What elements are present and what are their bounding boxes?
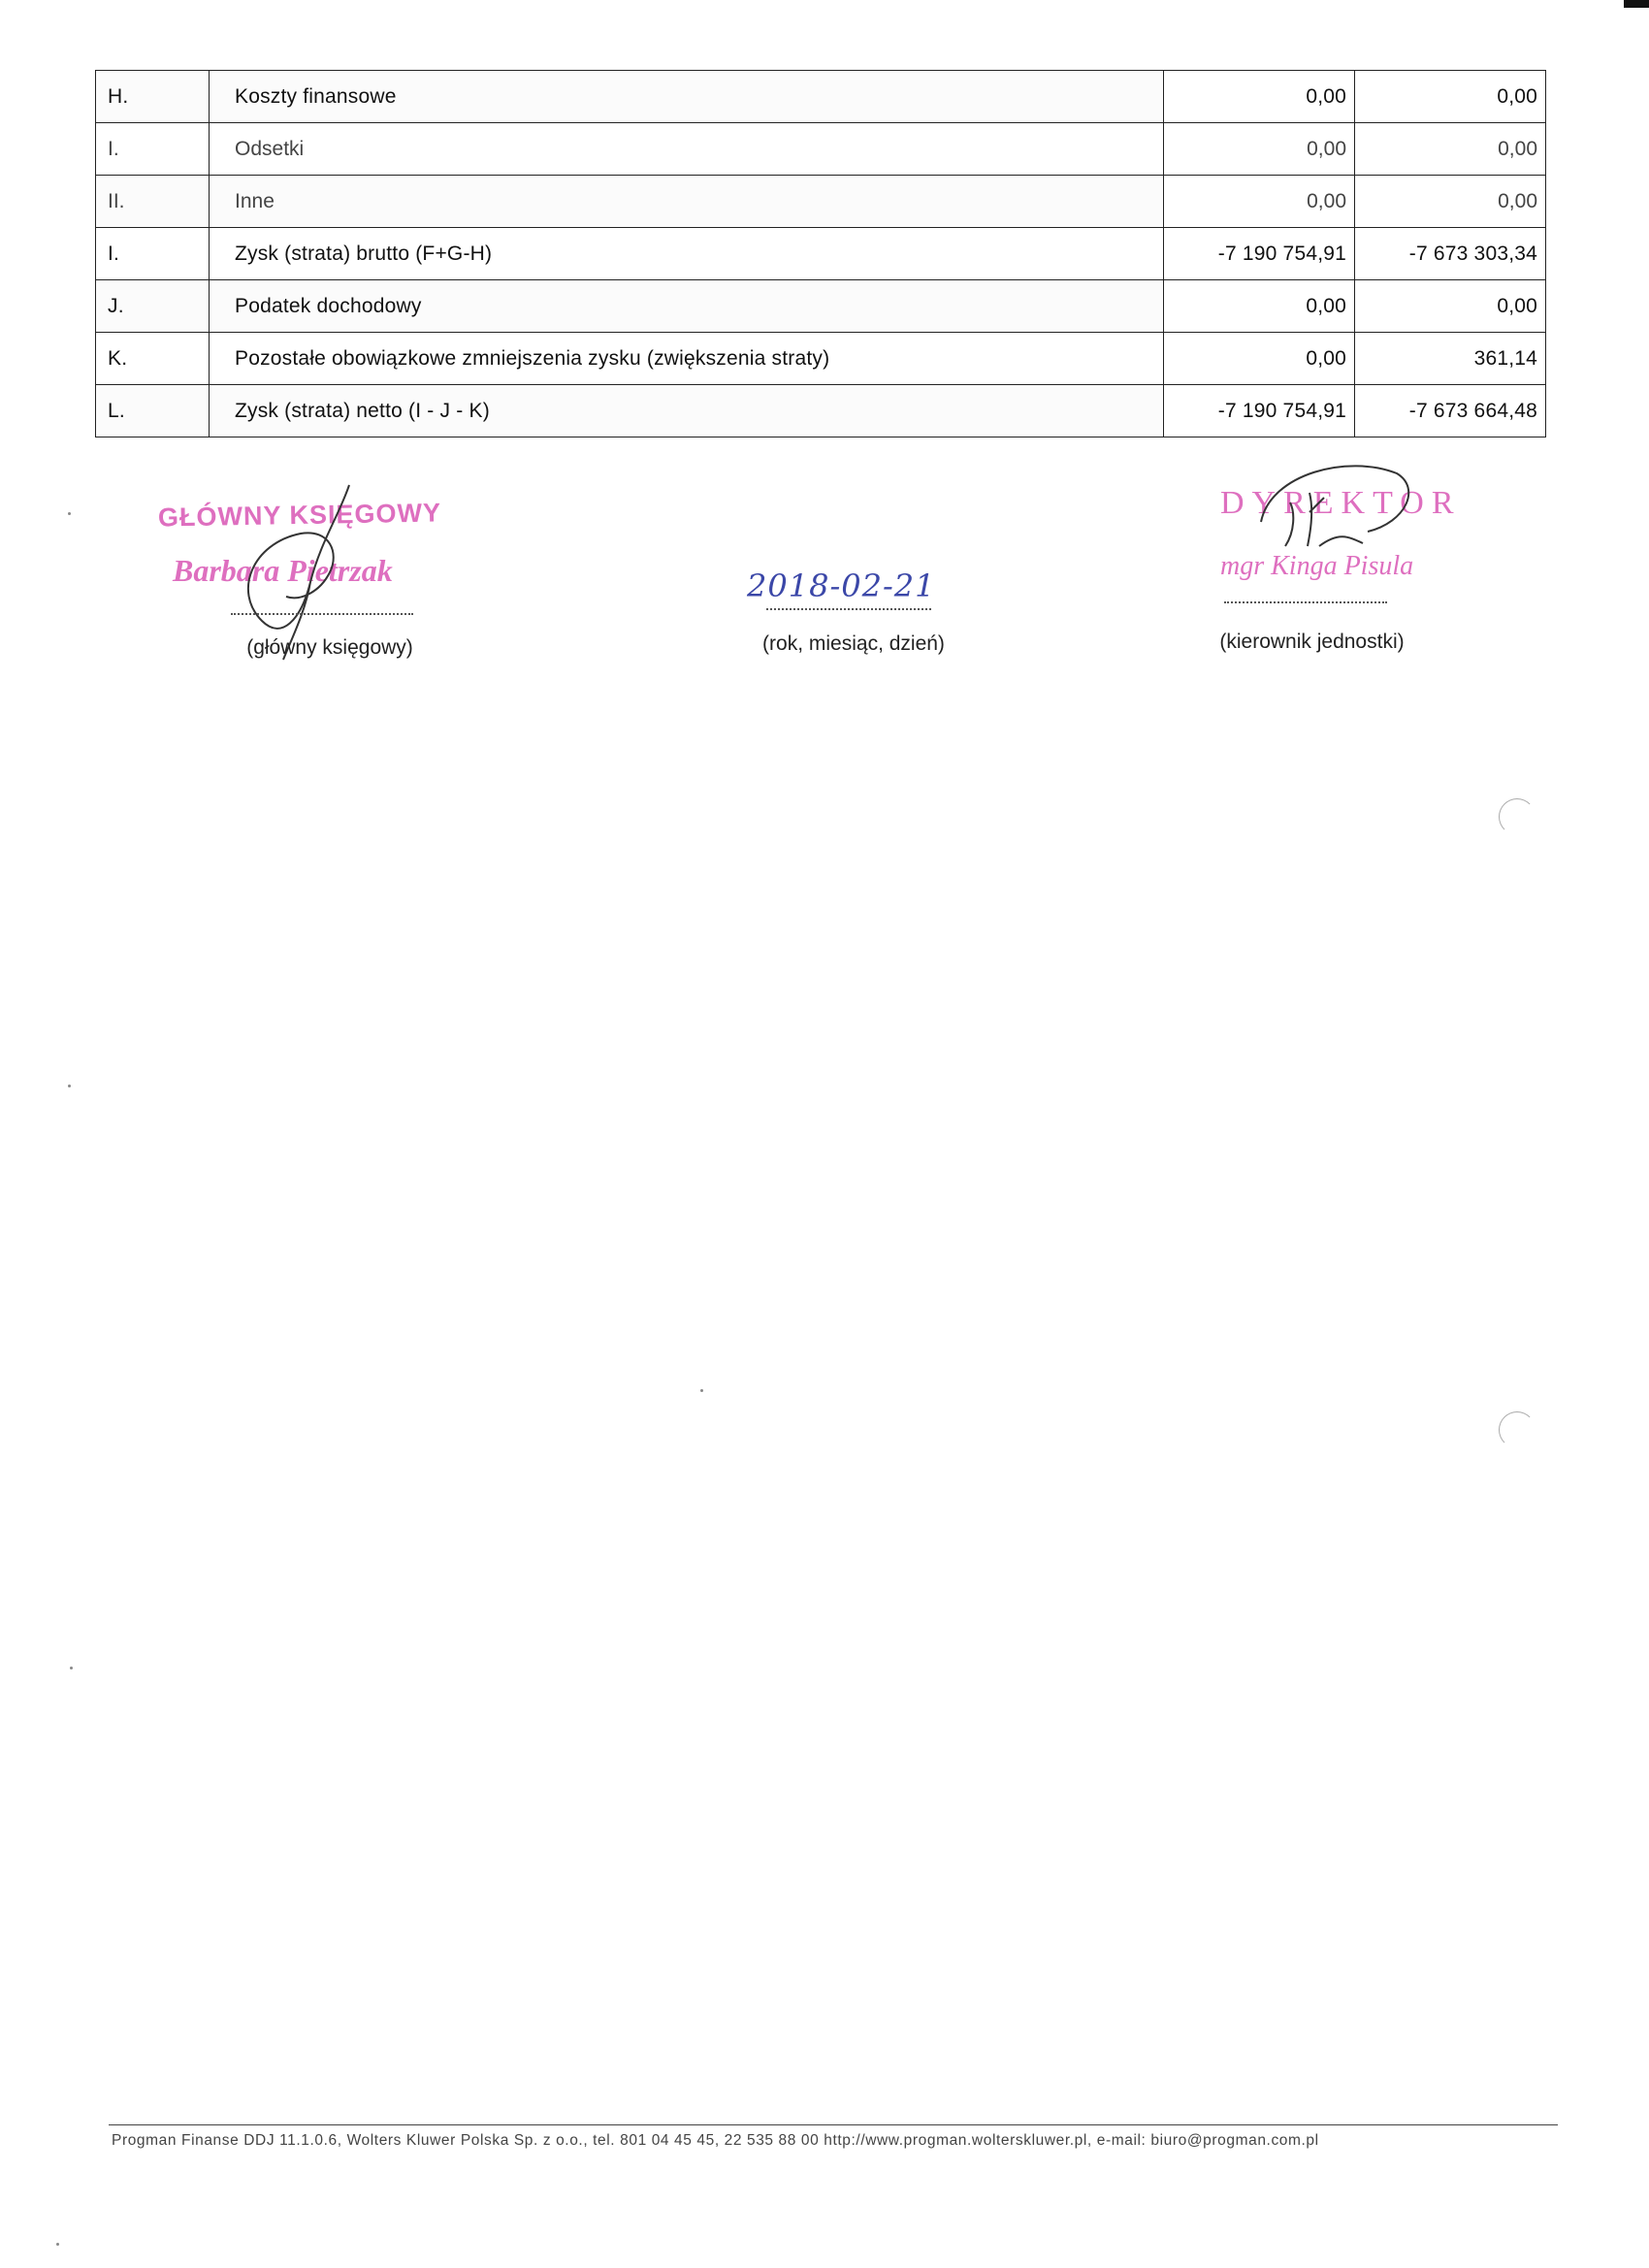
scan-speck (68, 1085, 71, 1087)
director-stamp-name: mgr Kinga Pisula (1220, 551, 1414, 581)
accountant-caption: (główny księgowy) (246, 636, 413, 659)
scan-speck (70, 1667, 73, 1669)
row-value-previous: 0,00 (1355, 280, 1546, 333)
row-code: K. (96, 333, 210, 385)
row-value-previous: 361,14 (1355, 333, 1546, 385)
row-value-previous: 0,00 (1355, 123, 1546, 176)
date-line (766, 608, 931, 610)
row-value-current: 0,00 (1164, 176, 1355, 228)
scan-punch-mark-1 (1499, 798, 1536, 835)
scan-speck (68, 512, 71, 515)
accountant-stamp-name: Barbara Pietrzak (173, 553, 393, 588)
row-value-current: 0,00 (1164, 280, 1355, 333)
row-name: Podatek dochodowy (210, 280, 1164, 333)
row-value-previous: 0,00 (1355, 176, 1546, 228)
row-value-current: -7 190 754,91 (1164, 228, 1355, 280)
row-code: I. (96, 228, 210, 280)
row-name: Zysk (strata) netto (I - J - K) (210, 385, 1164, 437)
table-row (96, 123, 1546, 176)
accountant-stamp-title: GŁÓWNY KSIĘGOWY (157, 498, 442, 533)
row-value-current: 0,00 (1164, 333, 1355, 385)
row-name: Zysk (strata) brutto (F+G-H) (210, 228, 1164, 280)
row-code: H. (96, 71, 210, 123)
row-value-previous: 0,00 (1355, 71, 1546, 123)
scan-punch-mark-2 (1499, 1411, 1536, 1448)
row-code: L. (96, 385, 210, 437)
director-caption: (kierownik jednostki) (1219, 631, 1405, 653)
date-caption: (rok, miesiąc, dzień) (762, 632, 945, 655)
footer-rule (109, 2124, 1558, 2125)
table-row (96, 333, 1546, 385)
financial-table (95, 70, 1546, 437)
director-signature (1251, 454, 1426, 570)
row-name: Inne (210, 176, 1164, 228)
director-signature-line (1224, 601, 1387, 603)
scan-speck (56, 2243, 59, 2246)
handwritten-date: 2018-02-21 (747, 567, 936, 604)
scan-speck (700, 1389, 703, 1392)
scan-corner-mark (1624, 0, 1649, 8)
table-row (96, 280, 1546, 333)
row-code: I. (96, 123, 210, 176)
row-name: Koszty finansowe (210, 71, 1164, 123)
table-row (96, 228, 1546, 280)
table-row (96, 385, 1546, 437)
accountant-signature-line (231, 613, 413, 615)
row-name: Pozostałe obowiązkowe zmniejszenia zysku (zwiększenia straty) (210, 333, 1164, 385)
footer-text: Progman Finanse DDJ 11.1.0.6, Wolters Kluwer Polska Sp. z o.o., tel. 801 04 45 45, 22 535 88 00 http://www.progman.wolterskluwer.pl, e-mail: biuro@progman.com.pl (112, 2132, 1319, 2149)
row-value-previous: -7 673 664,48 (1355, 385, 1546, 437)
row-value-previous: -7 673 303,34 (1355, 228, 1546, 280)
table-row (96, 176, 1546, 228)
row-code: II. (96, 176, 210, 228)
row-value-current: 0,00 (1164, 71, 1355, 123)
row-name: Odsetki (210, 123, 1164, 176)
row-code: J. (96, 280, 210, 333)
row-value-current: -7 190 754,91 (1164, 385, 1355, 437)
director-stamp-title: DYREKTOR (1220, 485, 1462, 521)
row-value-current: 0,00 (1164, 123, 1355, 176)
table-row (96, 71, 1546, 123)
